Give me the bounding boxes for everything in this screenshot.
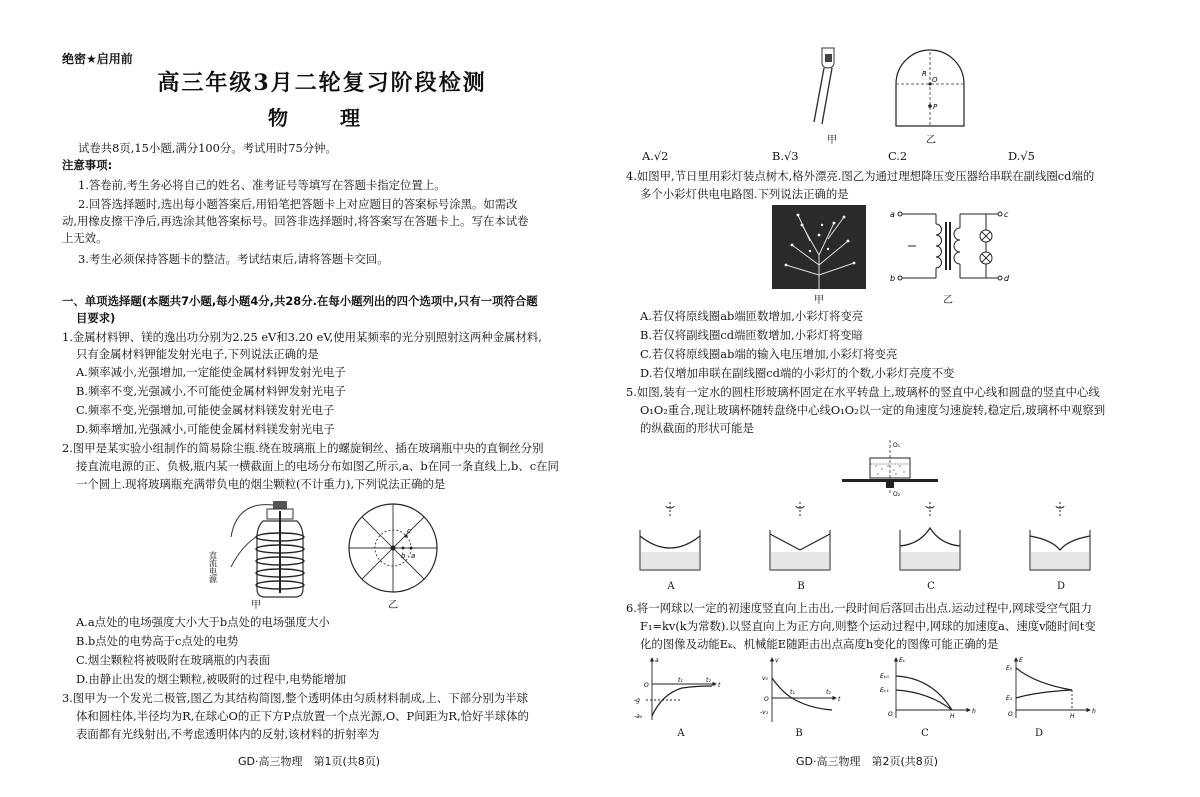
q6-c-ylabel: Eₖ xyxy=(899,657,906,664)
q6-c-origin: O xyxy=(888,711,893,718)
q6-c-ek1: Eₖ₁ xyxy=(880,687,889,694)
q2-stem-a: 2.图甲是某实验小组制作的简易除尘瓶.绕在玻璃瓶上的螺旋铜丝、插在玻璃瓶中央的直铜丝分别 xyxy=(62,441,544,455)
q3-label-O: O xyxy=(932,76,938,84)
q5-stem-c: 的纵截面的形状可能是 xyxy=(640,421,754,435)
q5-label-d: D xyxy=(1056,581,1066,592)
q2-point-b: b xyxy=(401,552,406,560)
q4-caption-jia: 甲 xyxy=(814,295,824,306)
q4-terminal-a: a xyxy=(890,210,895,219)
q2-power-label: 直流电源 xyxy=(208,551,218,583)
q2-stem-c: 一个圆上.现将玻璃瓶充满带负电的烟尘颗粒(不计重力),下列说法正确的是 xyxy=(76,477,446,491)
q6-d-e1: E₁ xyxy=(1006,695,1013,702)
q3-option-a: A.√2 xyxy=(642,149,669,163)
q2-option-d: D.由静止出发的烟尘颗粒,被吸附的过程中,电势能增加 xyxy=(76,672,347,686)
q4-option-b: B.若仅将副线圈cd端匝数增加,小彩灯将变暗 xyxy=(640,328,863,342)
q6-d-H: H xyxy=(1070,713,1075,720)
q6-a-ylabel: a xyxy=(655,657,659,664)
q6-stem-b: F₁=kv(k为常数).以竖直向上为正方向,则整个运动过程中,网球的加速度a、速度v随时间t变 xyxy=(640,619,1096,633)
q2-point-a: a xyxy=(411,552,416,560)
section1-heading-b: 目要求) xyxy=(76,311,116,325)
q6-graphs xyxy=(632,654,1172,726)
q5-label-a: A xyxy=(667,581,675,592)
q3-option-c: C.2 xyxy=(888,149,908,163)
q4-terminal-b: b xyxy=(890,274,896,283)
q4-option-a: A.若仅将原线圈ab端匝数增加,小彩灯将变亮 xyxy=(640,309,864,323)
q6-c-ek0: Eₖ₀ xyxy=(880,673,889,680)
q2-option-a: A.a点处的电场强度大小大于b点处的电场强度大小 xyxy=(76,615,330,629)
q5-stem-b: O₁O₂重合,现让玻璃杯随转盘绕中心线O₁O₂以一定的角速度匀速旋转,稳定后,玻璃杯中观察到 xyxy=(640,403,1106,417)
q3-caption-yi: 乙 xyxy=(926,135,936,146)
q3-label-P: P xyxy=(933,103,938,111)
q3-stem-b: 体和圆柱体,半径均为R,在球心O的正下方P点放置一个点光源,O、P间距为R,恰好半球体的 xyxy=(76,709,529,723)
q6-b-v1: -v₁ xyxy=(760,709,769,716)
q2-option-c: C.烟尘颗粒将被吸附在玻璃瓶的内表面 xyxy=(76,653,271,667)
notice-2b: 动,用橡皮擦干净后,再选涂其他答案标号。回答非选择题时,将答案写在答题卡上。写在本试卷 xyxy=(62,214,529,228)
q5-options-figures xyxy=(636,500,1136,578)
q6-label-b: B xyxy=(795,728,803,739)
q4-stem-a: 4.如图甲,节日里用彩灯装点树木,格外漂亮.图乙为通过理想降压变压器给串联在副线圈cd端的 xyxy=(626,169,1095,183)
q6-b-origin: O xyxy=(764,696,769,703)
q3-label-R: R xyxy=(922,70,927,78)
exam-subject: 物 理 xyxy=(268,106,376,130)
q6-label-c: C xyxy=(921,728,929,739)
q3-option-d: D.√5 xyxy=(1008,149,1035,163)
q6-b-t2: t₂ xyxy=(826,689,831,696)
q4-figure-tree-photo xyxy=(772,205,866,289)
q3-stem-c: 表面都有光线射出,不考虑透明体内的反射,该材料的折射率为 xyxy=(76,727,380,741)
q2-option-b: B.b点处的电势高于c点处的电势 xyxy=(76,634,239,648)
q6-label-d: D xyxy=(1034,728,1044,739)
section1-heading-a: 一、单项选择题(本题共7小题,每小题4分,共28分.在每小题列出的四个选项中,只有一项符合题 xyxy=(62,294,538,308)
notice-2a: 2.回答选择题时,选出每小题答案后,用铅笔把答题卡上对应题目的答案标号涂黑。如需改 xyxy=(78,197,518,211)
q5-label-o2: O₂ xyxy=(893,491,901,498)
q2-figure-bottle xyxy=(207,497,307,607)
q1-stem-a: 1.金属材料钾、镁的逸出功分别为2.25 eV和3.20 eV,使用某频率的光分别照射这两种金属材料, xyxy=(62,330,542,344)
q3-caption-jia: 甲 xyxy=(827,135,837,146)
q6-a-xlabel: t xyxy=(718,682,721,689)
q6-d-xlabel: h xyxy=(1092,708,1096,715)
q4-caption-yi: 乙 xyxy=(943,295,953,306)
confidential-mark: 绝密★启用前 xyxy=(62,52,133,66)
q1-option-d: D.频率增加,光强减小,可能使金属材料镁发射光电子 xyxy=(76,422,335,436)
q5-label-b: B xyxy=(797,581,805,592)
notice-1: 1.答卷前,考生务必将自己的姓名、准考证号等填写在答题卡指定位置上。 xyxy=(78,178,446,192)
q2-caption-yi: 乙 xyxy=(388,600,398,611)
footer-page-1: GD·高三物理 第1页(共8页) xyxy=(238,755,381,768)
q6-d-origin: O xyxy=(1008,711,1013,718)
q4-option-d: D.若仅增加串联在副线圈cd端的小彩灯的个数,小彩灯亮度不变 xyxy=(640,366,955,380)
page-1 xyxy=(62,0,622,797)
q6-d-ylabel: E xyxy=(1019,657,1023,664)
q6-d-e0: E₀ xyxy=(1006,665,1013,672)
q3-stem-a: 3.图甲为一个发光二极管,图乙为其结构简图,整个透明体由匀质材料制成,上、下部分别为半球 xyxy=(62,691,528,705)
notice-3: 3.考生必须保持答题卡的整洁。考试结束后,请将答题卡交回。 xyxy=(78,252,389,266)
q6-b-v0: v₀ xyxy=(762,675,768,682)
q5-label-c: C xyxy=(927,581,935,592)
q4-figure-transformer xyxy=(890,206,1010,286)
q2-stem-b: 接直流电源的正、负极,瓶内某一横截面上的电场分布如图乙所示,a、b在同一条直线上,b、c在同 xyxy=(76,459,559,473)
page-2 xyxy=(626,0,1186,797)
q2-figure-field xyxy=(345,500,441,596)
notice-title: 注意事项: xyxy=(62,158,113,172)
q3-figure-led xyxy=(812,46,852,126)
q6-a-t1: t₁ xyxy=(678,677,683,684)
q6-stem-a: 6.将一网球以一定的初速度竖直向上击出,一段时间后落回击出点.运动过程中,网球受空气阻力 xyxy=(626,601,1092,615)
q2-point-c: c xyxy=(407,527,411,535)
q3-option-b: B.√3 xyxy=(772,149,799,163)
q1-option-c: C.频率不变,光强增加,可能使金属材料镁发射光电子 xyxy=(76,403,335,417)
q2-caption-jia: 甲 xyxy=(251,600,261,611)
exam-title: 高三年级3月二轮复习阶段检测 xyxy=(157,70,487,96)
q5-stem-a: 5.如图,装有一定水的圆柱形玻璃杯固定在水平转盘上,玻璃杯的竖直中心线和圆盘的竖直中心线 xyxy=(626,385,1100,399)
notice-2c: 上无效。 xyxy=(62,231,108,245)
q6-c-xlabel: h xyxy=(972,708,976,715)
q1-option-b: B.频率不变,光强减小,不可能使金属材料钾发射光电子 xyxy=(76,384,346,398)
q4-terminal-c: c xyxy=(1004,210,1009,219)
q6-a-t2: t₂ xyxy=(706,677,711,684)
q6-b-xlabel: t xyxy=(838,696,841,703)
q4-option-c: C.若仅将原线圈ab端的输入电压增加,小彩灯将变亮 xyxy=(640,347,898,361)
q6-b-t1: t₁ xyxy=(790,689,795,696)
q6-b-ylabel: v xyxy=(775,657,779,664)
q1-option-a: A.频率减小,光强增加,一定能使金属材料钾发射光电子 xyxy=(76,365,346,379)
q5-label-o1: O₁ xyxy=(893,442,901,449)
q4-terminal-d: d xyxy=(1004,274,1010,283)
q4-stem-b: 多个小彩灯供电电路图.下列说法正确的是 xyxy=(640,187,849,201)
q6-label-a: A xyxy=(677,728,685,739)
q6-a-g: -g xyxy=(634,697,640,704)
q5-figure-turntable xyxy=(838,436,942,498)
exam-summary: 试卷共8页,15小题,满分100分。考试用时75分钟。 xyxy=(78,141,337,155)
q6-a-origin: O xyxy=(644,682,649,689)
q1-stem-b: 只有金属材料钾能发射光电子,下列说法正确的是 xyxy=(76,347,319,361)
q6-stem-c: 化的图像及动能Eₖ、机械能E随距击出点高度h变化的图像可能正确的是 xyxy=(640,637,999,651)
q3-figure-structure xyxy=(892,46,970,128)
footer-page-2: GD·高三物理 第2页(共8页) xyxy=(796,755,939,768)
q6-a-a0: -a₀ xyxy=(634,713,643,720)
q6-c-H: H xyxy=(950,713,955,720)
